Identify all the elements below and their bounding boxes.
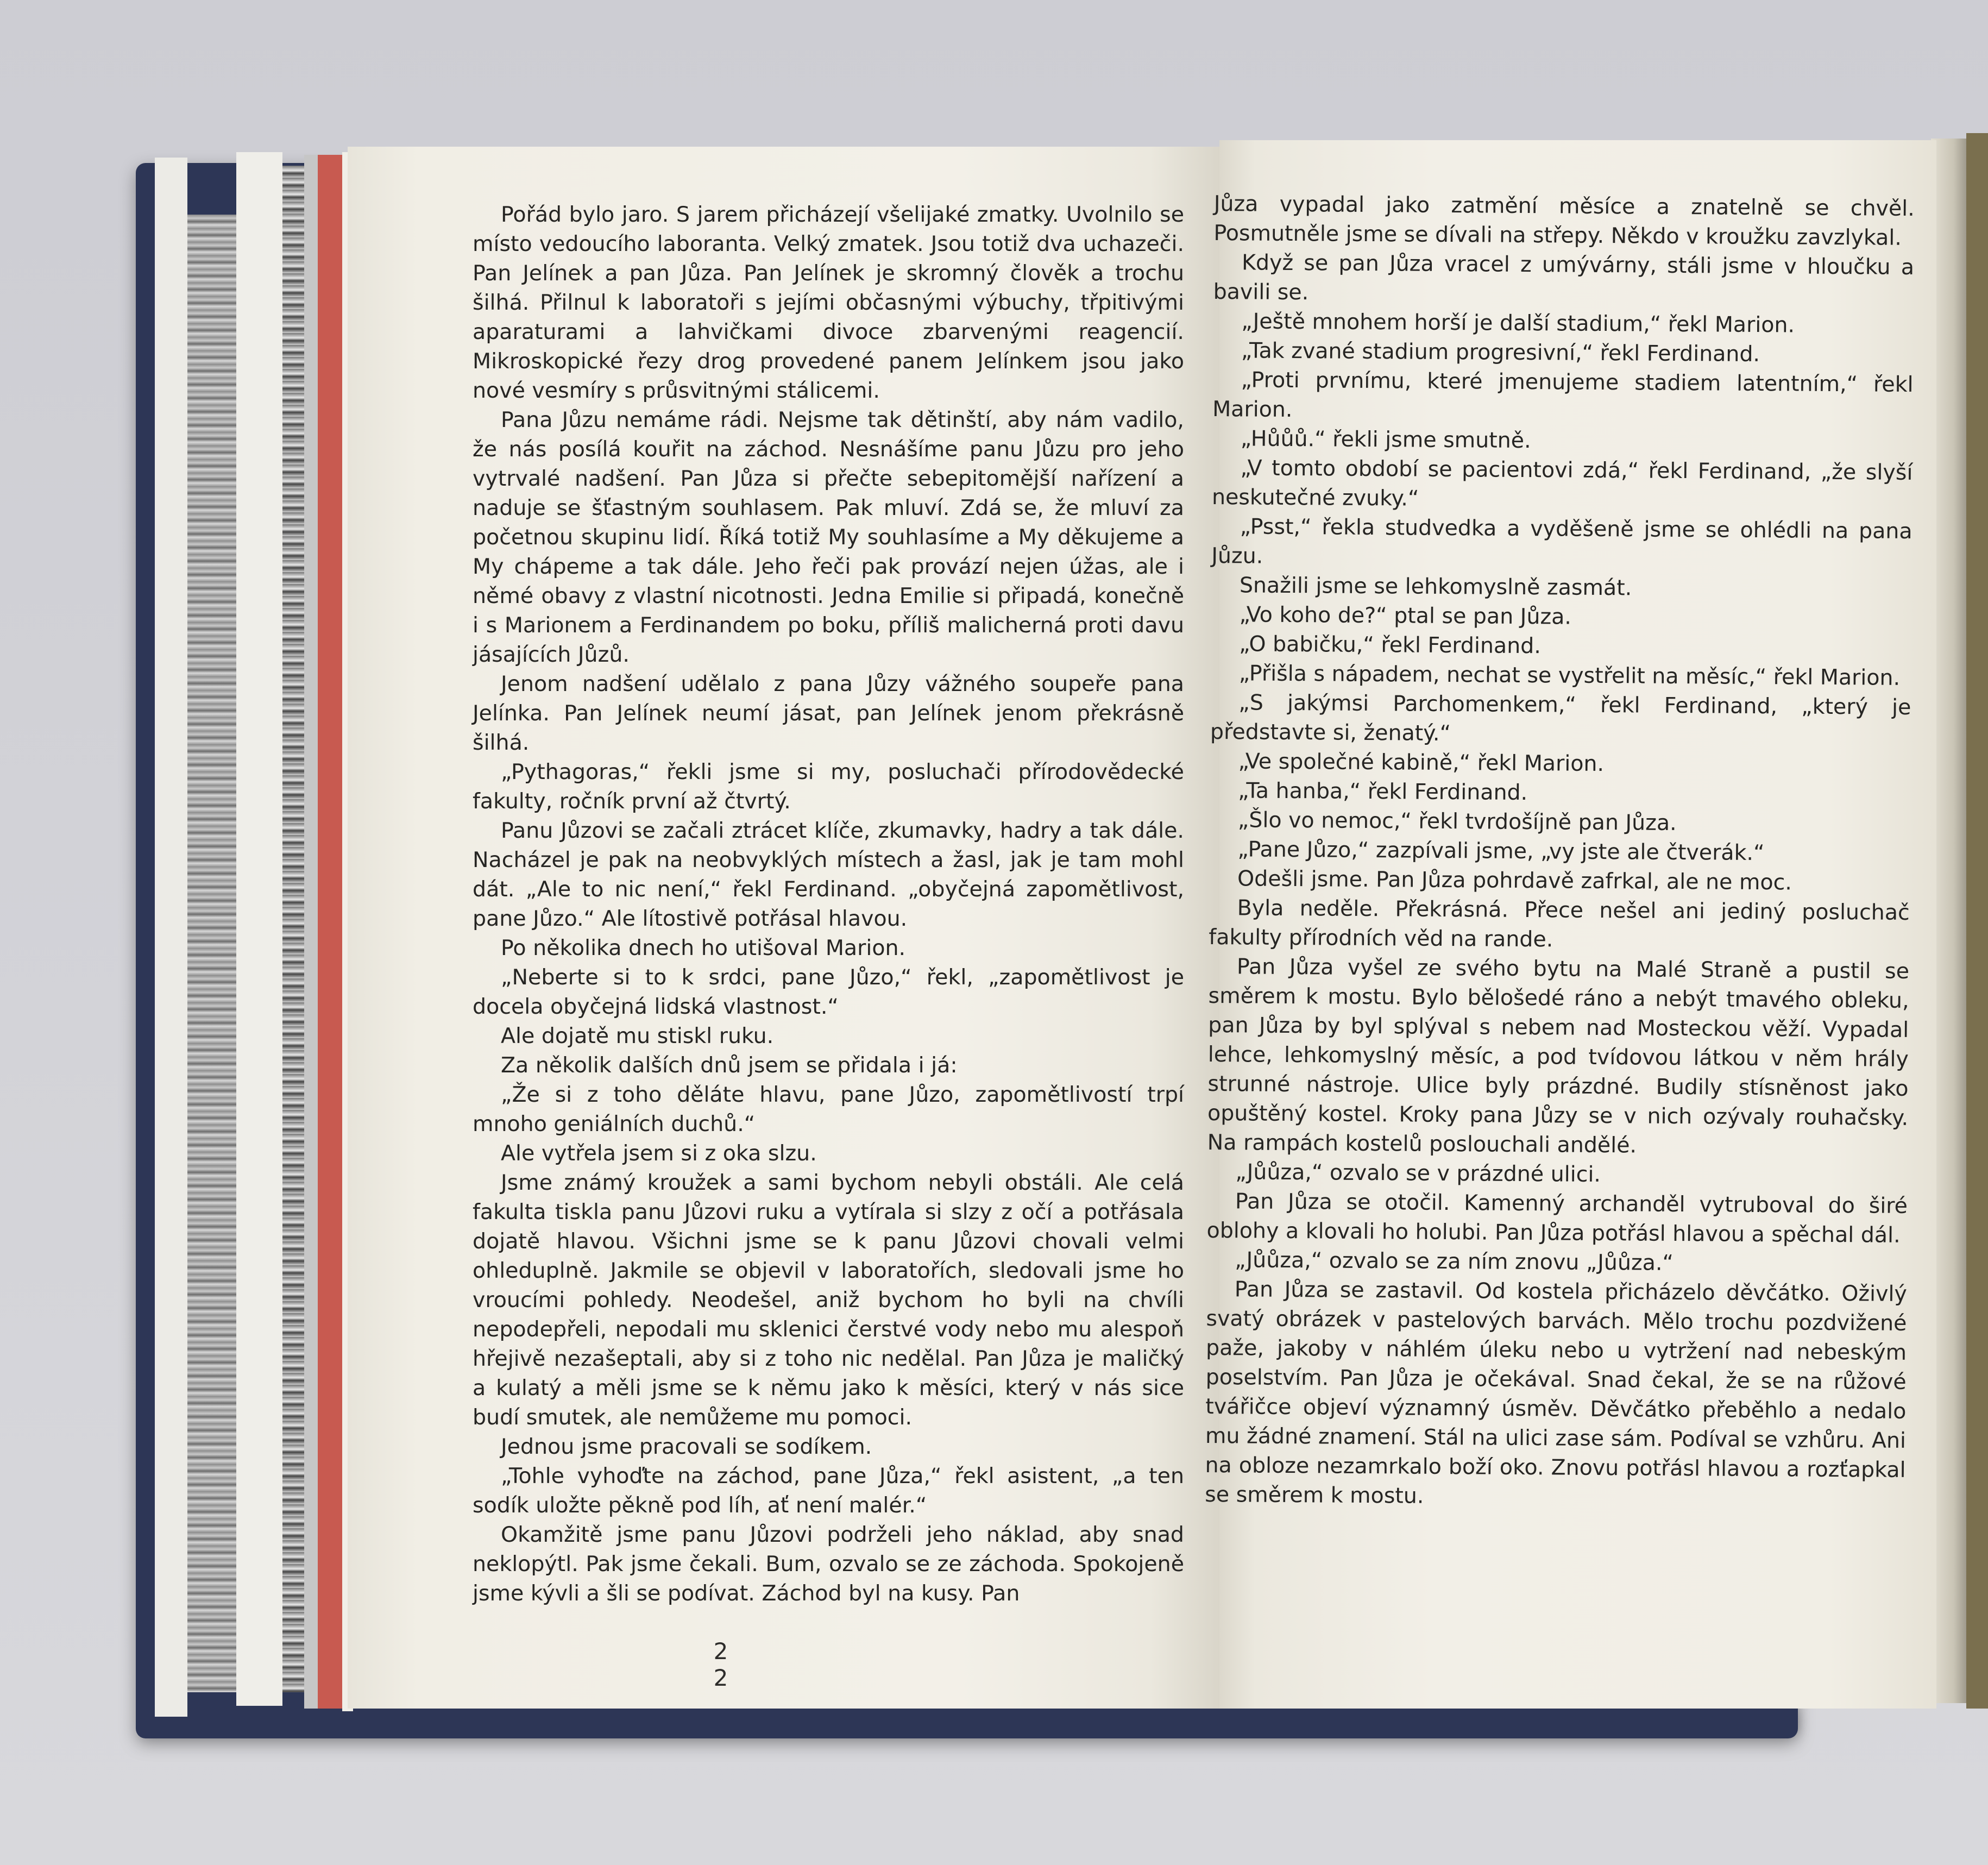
paragraph: „Ve společné kabině,“ řekl Marion. (1238, 749, 1605, 777)
paragraph: „Ještě mnohem horší je další stadium,“ řekl Marion. (1241, 309, 1795, 338)
paragraph: Snažili jsme se lehkomyslně zasmát. (1239, 573, 1632, 601)
paragraph: Okamžitě jsme panu Jůzovi podrželi jeho náklad, aby snad neklopýtl. Pak jsme čekali. Bum, ozvalo se ze záchoda. Spokojeně jsme kývli a šli se podívat. Záchod byl na kusy. Pan (473, 1522, 1184, 1606)
paragraph: Byla neděle. Překrásná. Přece nešel ani jediný posluchač fakulty přírodních věd na rande. (1209, 895, 1910, 952)
paragraph: Ale dojatě mu stiskl ruku. (501, 1023, 774, 1048)
paragraph: „Přišla s nápadem, nechat se vystřelit na měsíc,“ řekl Marion. (1238, 661, 1901, 690)
paragraph: Jenom nadšení udělalo z pana Jůzy vážného soupeře pana Jelínka. Pan Jelínek neumí jásat, pan Jelínek jenom překrásně šilhá. (473, 671, 1184, 755)
paragraph: „Ta hanba,“ řekl Ferdinand. (1238, 778, 1528, 806)
paragraph: „Že si z toho děláte hlavu, pane Jůzo, zapomětlivostí trpí mnoho geniálních duchů.“ (473, 1082, 1184, 1136)
paragraph: Pan Jůza vyšel ze svého bytu na Malé Straně a pustil se směrem k mostu. Bylo bělošedé ráno a nebýt tmavého obleku, pan Jůza by byl splýval s nebem nad Mosteckou věží. Vypadal lehce, lehkomyslný měsíc, a pod tvídovou látkou v něm hrály strunné nástroje. Ulice byly prázdné. Budily stísněnost jako opuštěný kostel. Kroky pana Jůzy se v nich ozývaly rouhačsky. Na rampách kostelů poslouchali andělé. (1207, 954, 1910, 1158)
page-stack-edge (155, 158, 187, 1717)
page-stack-edge (304, 155, 318, 1709)
page-stack-edge (187, 215, 236, 1692)
paragraph: „Šlo vo nemoc,“ řekl tvrdošíjně pan Jůza. (1237, 807, 1677, 836)
paragraph: Pana Jůzu nemáme rádi. Nejsme tak dětinští, aby nám vadilo, že nás posílá kouřit na záchod. Nesnášíme panu Jůzu pro jeho vytrvalé nadšení. Pan Jůza si přečte sebepitomější nařízení a naduje se šťastným souhlasem. Pak mluví. Zdá se, že mluví za početnou skupinu lidí. Říká totiž My souhlasíme a My děkujeme a My chápeme a tak dále. Jeho řeči pak provází nejen úžas, ale i němé obavy z vlastní nicotnosti. Jedna Emilie si připadá, konečně i s Marionem a Ferdinandem po boku, příliš malicherná proti davu jásajících Jůzů. (473, 407, 1184, 667)
paragraph: Pan Jůza se otočil. Kamenný archanděl vytruboval do širé oblohy a klovali ho holubi. Pan Jůza potřásl hlavou a spěchal dál. (1206, 1189, 1908, 1248)
paragraph: Ale vytřela jsem si z oka slzu. (501, 1141, 817, 1166)
paragraph: Za několik dalších dnů jsem se přidala i já: (501, 1053, 958, 1078)
paragraph: „Pane Jůzo,“ zazpívali jsme, „vy jste ale čtverák.“ (1237, 837, 1765, 866)
paragraph: Po několika dnech ho utišoval Marion. (501, 935, 906, 960)
paragraph: Odešli jsme. Pan Jůza pohrdavě zafrkal, ale ne moc. (1237, 866, 1792, 895)
paragraph: „V tomto období se pacientovi zdá,“ řekl Ferdinand, „že slyší neskutečné zvuky.“ (1211, 455, 1913, 511)
paragraph: „Pythagoras,“ řekli jsme si my, posluchači přírodovědecké fakulty, ročník první až čtvrtý. (473, 759, 1184, 814)
page-number: 2 2 (713, 1638, 732, 1691)
page-stack-edge (282, 166, 304, 1692)
paragraph: Jsme známý kroužek a sami bychom nebyli obstáli. Ale celá fakulta tiskla panu Jůzovi ruku a vytírala si slzy z očí a potřásala dojatě hlavou. Všichni jsme se k panu Jůzovi chovali velmi ohleduplně. Jakmile se objevil v laboratořích, sledovali jsme ho vroucími pohledy. Neodešel, aniž bychom ho byli na chvíli nepodepřeli, nepodali mu sklenici čerstvé vody nebo mu alespoň hřejivě nezašeptali, aby si z toho nic nedělal. Pan Jůza je maličký a kulatý a měli jsme se k němu jako k měsíci, který v nás sice budí smutek, ale nemůžeme mu pomoci. (473, 1170, 1184, 1430)
right-text-column (1205, 189, 1915, 1514)
page-stack-edge (236, 152, 282, 1706)
paragraph: „Neberte si to k srdci, pane Jůzo,“ řekl, „zapomětlivost je docela obyčejná lidská vlastnost.“ (473, 965, 1184, 1019)
paragraph: „O babičku,“ řekl Ferdinand. (1238, 631, 1542, 659)
page-stack-edge (318, 155, 345, 1709)
paragraph: „Jůůza,“ ozvalo se za ním znovu „Jůůza.“ (1235, 1247, 1674, 1276)
paragraph: Panu Jůzovi se začali ztrácet klíče, zkumavky, hadry a tak dále. Nacházel je pak na neobvyklých místech a žasl, jak je tam mohl dát. „Ale to nic není,“ řekl Ferdinand. „obyčejná zapomětlivost, pane Jůzo.“ Ale lítostivě potřásal hlavou. (473, 818, 1184, 931)
paragraph: „S jakýmsi Parchomenkem,“ řekl Ferdinand, „který je představte si, ženatý.“ (1210, 690, 1911, 746)
paragraph: Když se pan Jůza vracel z umývárny, stáli jsme v hloučku a bavili se. (1213, 250, 1915, 305)
paragraph: „Tohle vyhoďte na záchod, pane Jůza,“ řekl asistent, „a ten sodík uložte pěkně pod líh, ať není malér.“ (473, 1464, 1184, 1518)
paragraph: „Jůůza,“ ozvalo se v prázdné ulici. (1235, 1159, 1601, 1188)
paragraph: „Proti prvnímu, které jmenujeme stadiem latentním,“ řekl Marion. (1212, 367, 1914, 423)
paragraph: Pořád bylo jaro. S jarem přicházejí všelijaké zmatky. Uvolnilo se místo vedoucího laboranta. Velký zmatek. Jsou totiž dva uchazeči. Pan Jelínek a pan Jůza. Pan Jelínek je skromný člověk a trochu šilhá. Přilnul k laboratoři s jejími občasnými výbuchy, třpitivými aparaturami a lahvičkami divoce zbarvenými reagencií. Mikroskopické řezy drog provedené panem Jelínkem jsou jako nové vesmíry s průsvitnými stálicemi. (473, 202, 1184, 403)
paragraph: Jůza vypadal jako zatmění měsíce a znatelně se chvěl. Posmutnělе jsme se dívali na střepy. Někdo v kroužku zavzlykal. (1213, 191, 1915, 250)
paragraph: Pan Jůza se zastavil. Od kostela přicházelo děvčátko. Oživlý svatý obrázek v pastelových barvách. Mělo trochu pozdvižené paže, jakoby v náhlém úleku nebo u vytržení nad nebeským poselstvím. Pan Jůza je očekával. Snad čekal, že se na růžové tvářičce objeví významný úsměv. Děvčátko přeběhlo a nedalo mu žádné znamení. Stál na ulici zase sám. Podíval se vzhůru. Ani na obloze nezamrkalo boží oko. Znovu potřásl hlavou a rozťapkal se směrem k mostu. (1205, 1277, 1907, 1509)
paragraph: „Tak zvané stadium progresivní,“ řekl Ferdinand. (1241, 338, 1760, 367)
left-text-column (473, 200, 1184, 1608)
paragraph: „Hůůů.“ řekli jsme smutně. (1240, 426, 1531, 454)
right-cover-edge (1966, 133, 1988, 1709)
paragraph: Jednou jsme pracovali se sodíkem. (501, 1434, 872, 1459)
paragraph: „Psst,“ řekla studvedka a vyděšeně jsme se ohlédli na pana Jůzu. (1211, 514, 1912, 569)
paragraph: „Vo koho de?“ ptal se pan Jůza. (1239, 602, 1572, 630)
